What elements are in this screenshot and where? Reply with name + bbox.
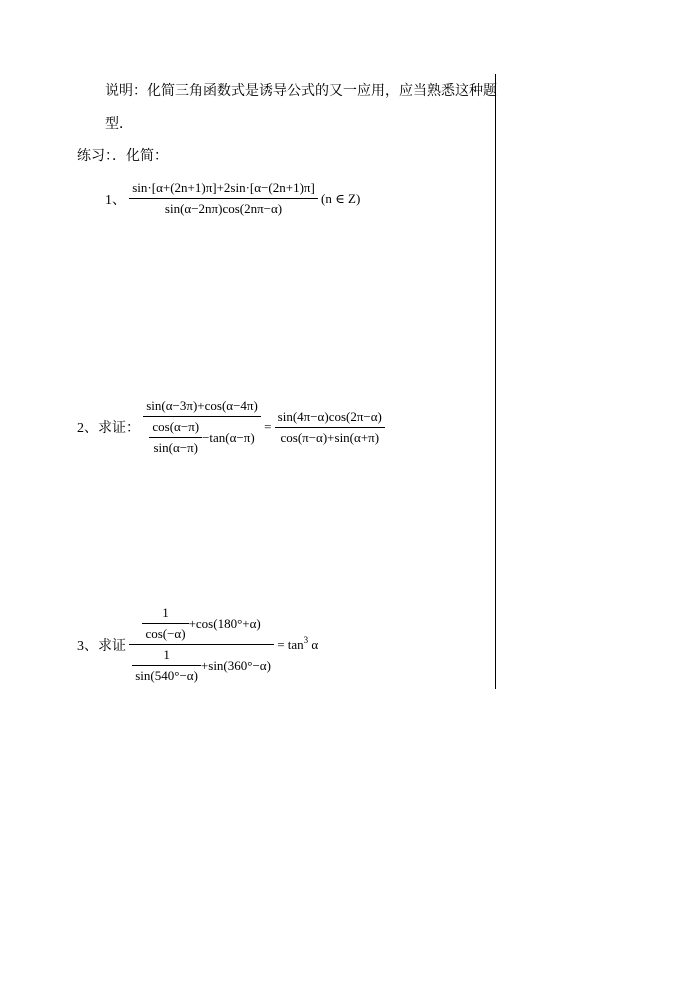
problem-3 [77,605,318,684]
problem-2-lhs-den-rest: −tan(α−π) [202,429,255,445]
problem-2-lhs-numerator: sin(α−3π)+cos(α−4π) [146,398,258,413]
problem-1-denominator: sin(α−2nπ)cos(2nπ−α) [164,201,283,216]
problem-2-rhs-numerator: sin(4π−α)cos(2π−α) [277,408,382,424]
problem-1-label: 1、 [105,192,126,208]
problem-3-numerator [139,605,263,644]
problem-3-rhs-func: = tan [277,636,304,652]
problem-3-den-frac-denominator: sin(540°−α) [135,668,198,683]
problem-1-fraction [129,180,318,217]
problem-3-rhs [277,634,319,653]
problem-2-lhs-denominator [146,417,257,456]
problem-2-rhs-denominator: cos(π−α)+sin(α+π) [280,429,380,445]
problem-3-den-frac-numerator: 1 [163,647,170,662]
problem-1-condition: (n ∈ Z) [321,190,361,206]
problem-3-label: 3、求证 [77,638,126,654]
problem-2-rhs-fraction [275,409,385,446]
problem-2 [77,398,385,456]
problem-2-lhs-fraction [143,398,261,456]
problem-2-nested-fraction [149,419,202,456]
problem-3-rhs-exponent: 3 [303,634,309,645]
problem-2-nested-denominator: sin(α−π) [153,440,199,455]
problem-2-equals: = [264,419,272,434]
problem-1-numerator: sin·[α+(2n+1)π]+2sin·[α−(2n+1)π] [132,180,315,195]
problem-2-label: 2、求证： [77,421,140,436]
problem-3-num-rest: +cos(180°+α) [188,615,261,631]
problem-3-num-frac-numerator: 1 [162,605,169,620]
problem-3-main-fraction [129,605,274,684]
note-line-2: 型． [105,116,133,132]
page-border-line [495,74,496,689]
problem-3-rhs-variable: α [311,636,319,652]
problem-3-den-rest: +sin(360°−α) [200,657,271,673]
problem-3-denominator [129,645,274,684]
problem-1 [105,180,360,217]
problem-2-nested-numerator: cos(α−π) [152,419,200,434]
problem-3-num-frac-denominator: cos(−α) [145,626,186,641]
note-line-1: 说明：化简三角函数式是诱导公式的又一应用，应当熟悉这种题 [105,83,497,99]
problem-3-den-fraction [132,647,201,684]
problem-3-num-fraction [142,605,188,642]
practice-header: 练习：．化简： [77,148,168,164]
